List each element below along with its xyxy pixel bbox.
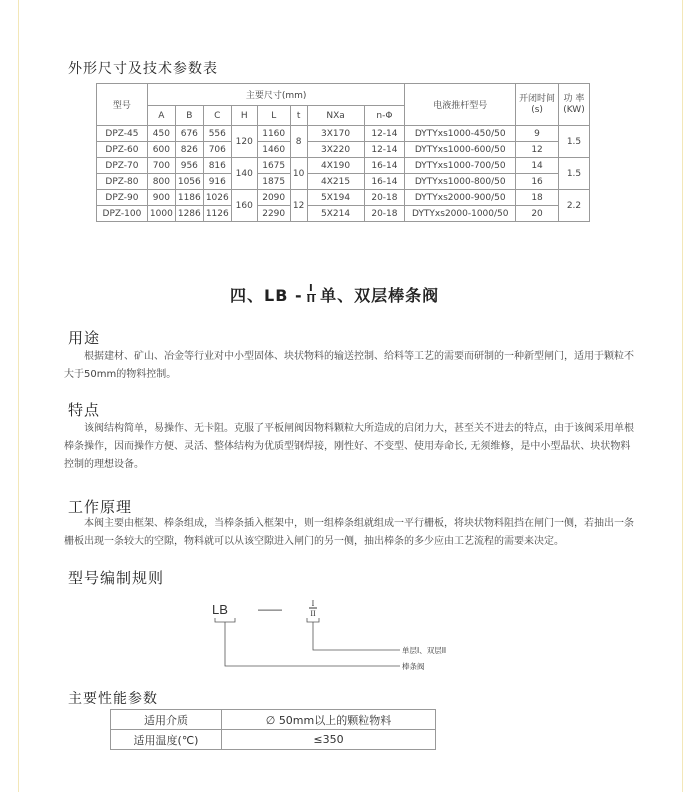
perf-heading: 主要性能参数	[68, 691, 158, 707]
table-row	[97, 158, 590, 174]
cell-perf-value: ∅ 50mm以上的颗粒物料	[222, 710, 436, 730]
cell-c: 556	[203, 126, 231, 142]
cell-l: 1875	[257, 174, 290, 190]
cell-c: 706	[203, 142, 231, 158]
principle-text: 本阀主要由框架、棒条组成，当棒条插入框架中，则一组棒条组就组成一平行栅板，将块状物料阻挡在闸门一侧，若抽出一条栅板出现一条较大的空隙，物料就可以从该空隙进入闸门的另一侧，抽出棒条的多少应由工艺流程的需要来决定。	[64, 518, 634, 547]
cell-actuator: DYTYxs2000-1000/50	[405, 206, 516, 222]
cell-a: 1000	[147, 206, 175, 222]
cell-time: 16	[516, 174, 559, 190]
cell-b: 1056	[175, 174, 203, 190]
diagram-code-lb: LB	[212, 602, 228, 617]
cell-l: 2290	[257, 206, 290, 222]
cell-nxa: 3X220	[307, 142, 364, 158]
col-header-power-label: 功 率	[563, 93, 585, 104]
table-row	[97, 126, 590, 142]
cell-model: DPZ-70	[97, 158, 148, 174]
cell-actuator: DYTYxs1000-600/50	[405, 142, 516, 158]
cell-n: 12-14	[364, 142, 405, 158]
cell-power: 1.5	[558, 126, 589, 158]
spec-table	[96, 83, 590, 222]
performance-table	[110, 709, 436, 750]
features-heading: 特点	[68, 401, 101, 419]
cell-c: 916	[203, 174, 231, 190]
col-header-power-unit: (KW)	[563, 104, 585, 115]
diagram-dash: ——	[258, 602, 282, 616]
diagram-bracket-lb	[215, 618, 235, 622]
main-title-prefix: 四、LB -	[230, 286, 303, 305]
cell-n: 16-14	[364, 158, 405, 174]
cell-power: 2.2	[558, 190, 589, 222]
table-row	[97, 190, 590, 206]
title-fraction	[307, 284, 316, 305]
table-row	[111, 730, 436, 750]
col-header-dim: n-Φ	[364, 106, 405, 126]
principle-heading: 工作原理	[68, 498, 133, 516]
cell-nxa: 5X214	[307, 206, 364, 222]
title-fraction-top: I	[307, 284, 316, 295]
cell-a: 450	[147, 126, 175, 142]
usage-heading: 用途	[68, 329, 101, 347]
table-row	[97, 142, 590, 158]
cell-l: 2090	[257, 190, 290, 206]
model-code-diagram	[200, 598, 500, 678]
col-header-dim: C	[203, 106, 231, 126]
col-header-main-dims: 主要尺寸(mm)	[147, 84, 405, 106]
cell-nxa: 4X215	[307, 174, 364, 190]
diagram-label-valve: 棒条阀	[402, 662, 425, 671]
diagram-bracket-suffix	[307, 618, 319, 622]
table-row	[97, 174, 590, 190]
cell-nxa: 3X170	[307, 126, 364, 142]
cell-actuator: DYTYxs2000-900/50	[405, 190, 516, 206]
col-header-time-label: 开闭时间	[519, 93, 556, 104]
cell-c: 816	[203, 158, 231, 174]
diagram-leader-lb	[225, 622, 400, 666]
cell-actuator: DYTYxs1000-700/50	[405, 158, 516, 174]
cell-n: 16-14	[364, 174, 405, 190]
cell-time: 12	[516, 142, 559, 158]
col-header-time-unit: (s)	[531, 104, 543, 115]
table-row	[111, 710, 436, 730]
cell-t: 10	[290, 158, 307, 190]
cell-b: 826	[175, 142, 203, 158]
diagram-leader-suffix	[313, 622, 400, 650]
cell-model: DPZ-45	[97, 126, 148, 142]
cell-t: 8	[290, 126, 307, 158]
diagram-label-layer: 单层I、双层II	[402, 646, 447, 655]
cell-l: 1460	[257, 142, 290, 158]
model-rule-heading: 型号编制规则	[68, 569, 165, 587]
cell-a: 700	[147, 158, 175, 174]
cell-h: 160	[231, 190, 257, 222]
cell-model: DPZ-80	[97, 174, 148, 190]
cell-model: DPZ-100	[97, 206, 148, 222]
cell-perf-label: 适用温度(℃)	[111, 730, 222, 750]
col-header-dim: B	[175, 106, 203, 126]
cell-l: 1160	[257, 126, 290, 142]
cell-b: 1186	[175, 190, 203, 206]
cell-h: 140	[231, 158, 257, 190]
col-header-dim: NXa	[307, 106, 364, 126]
cell-b: 676	[175, 126, 203, 142]
cell-b: 1286	[175, 206, 203, 222]
cell-n: 20-18	[364, 190, 405, 206]
page-edge-right	[682, 0, 683, 792]
cell-a: 600	[147, 142, 175, 158]
col-header-dim: H	[231, 106, 257, 126]
col-header-model: 型号	[97, 84, 148, 126]
main-title	[230, 283, 439, 307]
col-header-power	[558, 84, 589, 126]
col-header-time	[516, 84, 559, 126]
cell-time: 18	[516, 190, 559, 206]
cell-time: 20	[516, 206, 559, 222]
cell-actuator: DYTYxs1000-450/50	[405, 126, 516, 142]
diagram-suffix-bottom: II	[310, 609, 316, 618]
cell-a: 800	[147, 174, 175, 190]
cell-t: 12	[290, 190, 307, 222]
cell-n: 20-18	[364, 206, 405, 222]
cell-time: 9	[516, 126, 559, 142]
col-header-dim: A	[147, 106, 175, 126]
cell-power: 1.5	[558, 158, 589, 190]
cell-model: DPZ-90	[97, 190, 148, 206]
col-header-actuator: 电液推杆型号	[405, 84, 516, 126]
cell-b: 956	[175, 158, 203, 174]
cell-l: 1675	[257, 158, 290, 174]
cell-nxa: 4X190	[307, 158, 364, 174]
col-header-dim: L	[257, 106, 290, 126]
title-fraction-bottom: II	[306, 294, 317, 305]
diagram-suffix-top: I	[311, 599, 315, 608]
cell-a: 900	[147, 190, 175, 206]
cell-model: DPZ-60	[97, 142, 148, 158]
cell-c: 1026	[203, 190, 231, 206]
cell-c: 1126	[203, 206, 231, 222]
cell-h: 120	[231, 126, 257, 158]
main-title-suffix: 单、双层棒条阀	[320, 286, 440, 305]
cell-perf-label: 适用介质	[111, 710, 222, 730]
page-edge-left	[18, 0, 19, 792]
cell-time: 14	[516, 158, 559, 174]
cell-n: 12-14	[364, 126, 405, 142]
cell-perf-value: ≤350	[222, 730, 436, 750]
cell-actuator: DYTYxs1000-800/50	[405, 174, 516, 190]
col-header-dim: t	[290, 106, 307, 126]
usage-text: 根据建材、矿山、冶金等行业对中小型固体、块状物料的输送控制、给料等工艺的需要而研制的一种新型闸门，适用于颗粒不大于50mm的物料控制。	[64, 351, 634, 380]
table-row	[97, 206, 590, 222]
spec-section-title: 外形尺寸及技术参数表	[68, 61, 218, 77]
cell-nxa: 5X194	[307, 190, 364, 206]
features-text: 该阀结构简单，易操作、无卡阻。克服了平板闸阀因物料颗粒大所造成的启闭力大，甚至关不进去的特点，由于该阀采用单根棒条操作，因而操作方便、灵活、整体结构为优质型钢焊接，刚性好、不变型、使用寿命长, 无须维修，是中小型晶状、块状物料控制的理想设备。	[64, 423, 634, 470]
